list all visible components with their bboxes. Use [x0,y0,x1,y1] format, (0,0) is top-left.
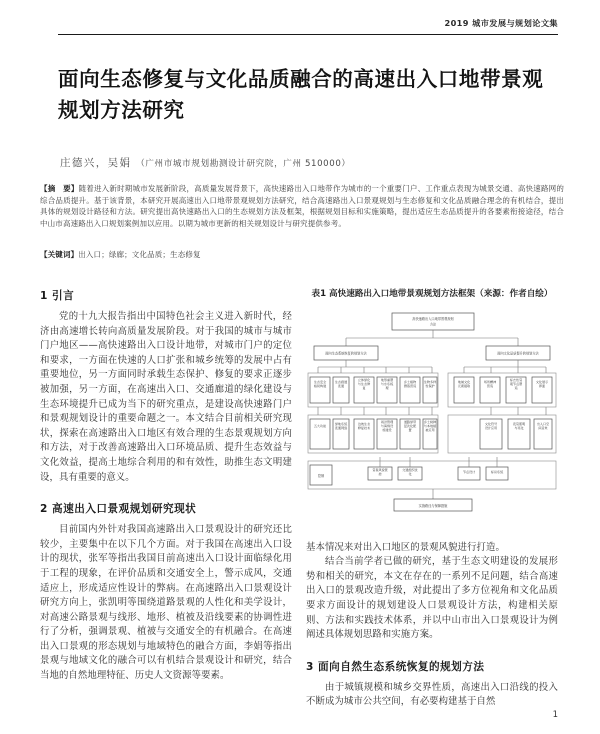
section-3-paragraph: 由于城镇规模和城乡交界性质，高速出入口沿线的投入不断成为城市公共空间，有必要构建基于自然 [306,681,558,708]
flow-node-label: 景观风貌管 [372,467,388,472]
flow-connector-left-l3 [318,407,432,415]
flow-node-label: 理 [385,385,389,390]
flow-connector-level4 [380,457,497,467]
flow-node-label: 与水系梳 [380,381,394,386]
author-affiliation: （广州市城市规划勘测设计研究院，广州 510000） [136,159,351,169]
flow-node-label: 节点设计 [462,469,476,474]
flow-node-label: 标识系统 [490,469,504,474]
flow-node-label: 地形重塑 [380,377,394,382]
figure-caption: 表1 高快速路出入口地带景观规划方法框架（来源：作者自绘） [311,289,553,299]
flow-node-label: 乡土树种 [423,419,437,424]
flow-node-bottom-label: 实施路径与保障措施 [418,503,448,508]
flow-node-label: 绿地系统 [334,421,348,426]
flow-node-label: 间意象 [538,425,548,430]
flow-node-label: 元素提取 [457,383,471,388]
flow-node-label: 格局构建 [313,383,327,388]
flow-connector-right-l2 [464,360,546,373]
abstract-block [40,183,564,229]
flow-node-label: 与生态修 [357,381,371,386]
flowchart-diagram [306,309,558,531]
flow-node-label: 与海绵设 [380,423,394,428]
page-header [58,18,558,40]
right-column-paragraph-2: 结合当前学者已做的研究，基于生态文明建设的发展形势和相关的研究，本文在存在的一系列不足问题，结合高速出入口的景观改造升级，对此提出了多方位视角和文化品质要求方面设计的规划建设人口景观设计方法，构建相关原则、方法和实践技术体系，并以中山市出入口景观设计为例阐述具体规划思路和实施方案。 [306,556,558,641]
flow-node-root-label: 高快速路出入口地带景观规划 [412,316,454,321]
section-heading-2: 2 高速出入口景观规划研究现状 [40,503,197,516]
keywords-block [40,249,564,261]
flow-node-label: 夜景照明 [512,421,526,426]
flow-connector-root [346,330,518,346]
right-column [306,288,558,710]
flow-node-label: 设计应用 [484,425,498,430]
flow-node-label: 生态安全 [313,379,327,384]
header-divider-rule [58,34,558,35]
flow-node-label: 造 [514,385,518,390]
flow-node-label: 群落营造 [403,383,417,388]
flow-node-label: 出入口空 [536,421,550,426]
author-line [60,155,560,170]
flow-node-label: 道路绿带 [403,419,417,424]
flow-node-label: 连通 [337,383,345,388]
abstract-text: 随着进入新时期城市发展新阶段，高质量发展背景下，高快速路出入口地带作为城市的一个重要门户、工作重点表现为城景交通、高快速路网的综合品质提升。基于该背景，本研究开展高速出入口地带景观规划方法研究，结合高速路出入口景观规划与生态修复和文化品质融合理念的有机结合，提出具体的规划设计路径和方法。研究提出高快速路出入口的生态规划方法及框架，根据规划目标和实施策略，提出适应生态品质提升的各要素衔接途径，结合中山市高速路出入口规划案例加以应用。以期为城市更新的相关规划设计与研究提供参考。 [40,184,565,228]
right-column-continued-paragraph: 基本情况来对出入口地区的景观风貌进行打造。 [306,541,505,553]
section-heading-1: 1 引言 [40,290,75,302]
flow-node-label: 复 [362,385,366,390]
flow-node-label: 文化展示 [535,379,549,384]
flow-node-label: 观节点塑 [509,381,523,386]
flow-node-label: 生物多样 [423,379,437,384]
flow-node-label: 被应用 [425,427,435,432]
flow-node-label: 施建设 [382,427,392,432]
flow-node-label: 性保护 [425,383,435,388]
keywords-text: 出入口；绿廊；文化品质；生态修复 [78,250,201,259]
flow-connector-left-l2 [318,360,432,373]
flow-level2-left-nodes [310,377,437,403]
section-2-paragraph: 目前国内外针对我国高速路出入口景观设计的研究还比较少，主要集中在以下几个方面。对于我国在高速出入口设计的现状，张军等指出我国目前高速出入口设计面临绿化用于工程的现象，在评价品质和交通安全上，警示成风，交通适应上，形成适应性设计的弊病。在高速路出入口景观设计研究方向上，张凯明等围绕道路景观的人性化和美学设计，对高速公路景观与线形、地形、植被及沿线要素的协调性进行了分析，强调景观、植被与交通安全的有机融合。在高速出入口景观的形态规划与地域特色的融合方面，李娟等指出景观与地域文化的融合可以有机结合景观设计和研究，结合当地的自然地理特征、历史人文资源等要素。 [40,524,292,682]
flow-group-level4 [308,461,556,489]
section-heading-3: 3 面向自然生态系统恢复的规划方法 [306,660,485,673]
flow-node-label: 五大功能 [313,423,327,428]
flow-node-label: 交通组织优 [402,467,418,472]
left-column [40,288,292,684]
page-number: 1 [552,710,558,720]
flow-level3-left-nodes [310,419,437,449]
flow-node-label: 生态廊道 [334,379,348,384]
flow-node-label: 标志性景 [509,377,523,382]
flow-node-level4-label-text: 控制 [317,473,325,478]
flow-node-label: 营造 [486,383,494,388]
flow-node-label: 连通网络 [334,425,348,430]
flow-level4-nodes [368,467,508,480]
flow-node-root [392,313,474,330]
flow-node-branch-1-label: 面向文化品质提升的规划方法 [497,351,539,356]
flow-node-label: 控 [378,471,382,476]
section-1-paragraph: 党的十九大报告指出中国特色社会主义进入新时代，经济由高速增长转向高质量发展阶段。对于我国的城市与城市门户地区——高快速路出入口设计地带，对城市门户的定位和要求，一方面在快速的人口扩张和城乡统筹的发展中占有重要地位，另一方面同时承载生态保护、修复的要求正逐步被加强，另一方面，在高速出入口、交通廊道的绿化建设与生态环境提升已成为当下的研究重点，是建设高快速路门户和景观规划设计的重要命题之一。本文结合目前相关研究现状，探索在高速路出入口地区有效合理的生态景观规划方向和方法，对于改善高速路出入口环境品质、提升生态效益与文化效益，提高土地综合利用的和有效性，助推生态文明建设，具有重要的意义。 [40,311,292,483]
flow-node-label: 雨洪管理 [380,419,394,424]
abstract-label: 【摘 要】 [40,184,79,193]
flow-level3-right-labels [485,420,549,429]
flow-connector-right-l3 [491,407,546,415]
flow-node-label: 置 [408,427,412,432]
author-names: 庄德兴，吴娟 [60,157,132,169]
flow-node-label: 文化符号 [484,421,498,426]
flow-node-branch-0-label: 面向生态系统恢复的规划方法 [325,351,367,356]
figure-table-1 [306,288,558,531]
flow-node-label: 场所精神 [483,379,497,384]
flow-node-label: 与亮化 [514,425,524,430]
running-header-text: 2019 城市发展与规划论文集 [444,18,558,28]
flow-node-label: 修复技术 [357,425,371,430]
flow-node-label: 乡土植物 [403,379,417,384]
flow-node-root-label2: 方法 [429,322,437,327]
flow-node-label: 与本地植 [423,423,437,428]
keywords-label: 【关键词】 [40,250,79,259]
flow-node-label: 地域文化 [457,379,471,384]
article-title: 面向生态修复与文化品质融合的高速出入口地带景观规划方法研究 [58,67,544,122]
flow-node-label: 界面 [538,383,546,388]
flow-node-label: 层次化配 [403,423,417,428]
flow-node-label: 立体绿化 [357,377,371,382]
flow-node-label: 化 [408,471,412,476]
flow-node-label: 边坡生态 [357,421,371,426]
